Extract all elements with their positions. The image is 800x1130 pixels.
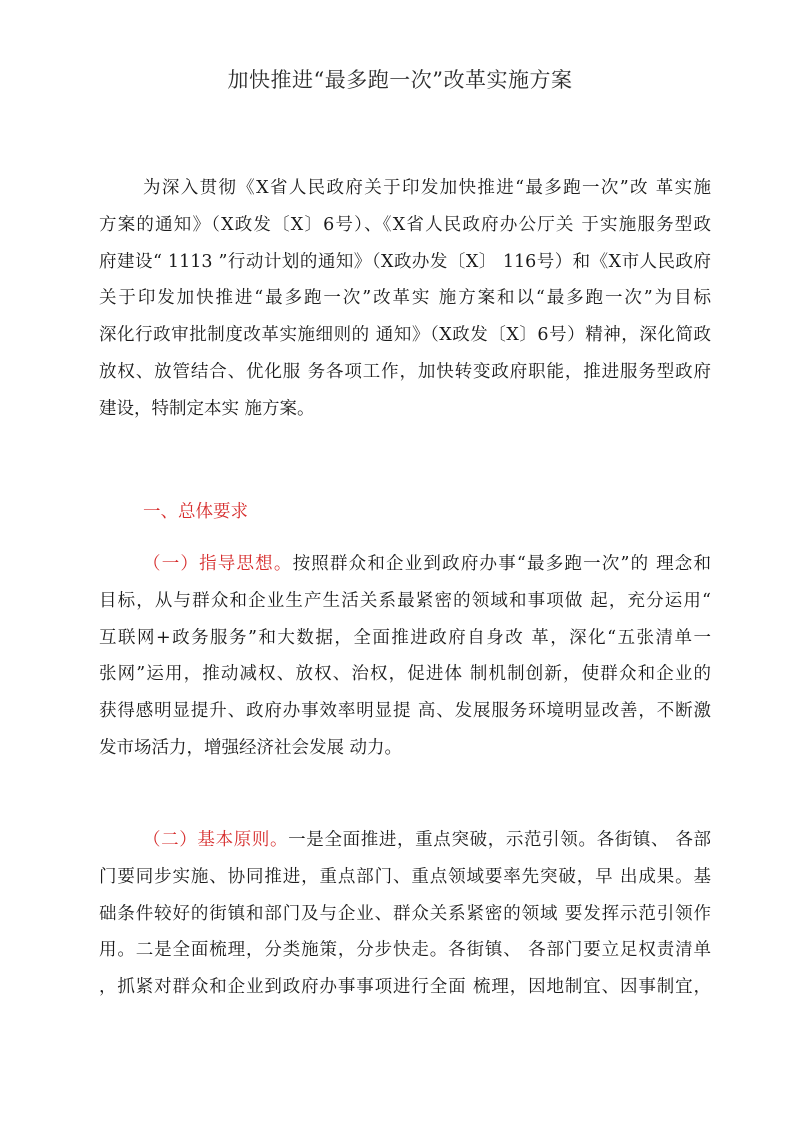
principles-line: 门要同步实施、协同推进，重点部门、重点领域要率先突破，早 出成果。基 (99, 866, 711, 887)
guiding-thought-label: （一）指导思想。 (143, 554, 293, 574)
principles-first-line-text: 一是全面推进，重点突破，示范引领。各街镇、 各部 (288, 830, 711, 850)
guiding-line: 张网”运用，推动减权、放权、治权，促进体 制机制创新，使群众和企业的 (99, 664, 711, 685)
guiding-first-line-text: 按照群众和企业到政府办事“最多跑一次”的 理念和 (292, 554, 711, 574)
guiding-line: 获得感明显提升、政府办事效率明显提 高、发展服务环境明显改善，不断激 (99, 701, 711, 722)
intro-paragraph (99, 170, 711, 428)
basic-principles-paragraph (99, 822, 711, 1006)
guiding-line: 互联网+政务服务”和大数据，全面推进政府自身改 革，深化“五张清单一 (99, 627, 711, 648)
guiding-thought-paragraph (99, 546, 711, 767)
basic-principles-label: （二）基本原则。 (143, 830, 289, 850)
intro-line: 放权、放管结合、优化服 务各项工作，加快转变政府职能，推进服务型政府 (99, 361, 711, 382)
intro-line: 为深入贯彻《X省人民政府关于印发加快推进“最多跑一次”改 革实施 (143, 178, 711, 198)
section-heading-overall-requirements: 一、总体要求 (143, 502, 248, 522)
guiding-line: 目标，从与群众和企业生产生活关系最紧密的领域和事项做 起，充分运用“ (99, 590, 711, 611)
intro-line: 建设，特制定本实 施方案。 (99, 398, 315, 419)
guiding-line: 发市场活力，增强经济社会发展 动力。 (99, 737, 403, 758)
intro-line: 深化行政审批制度改革实施细则的 通知》（X政发〔X〕6号）精神，深化简政 (99, 325, 711, 346)
intro-line: 方案的通知》（X政发〔X〕6号）、《X省人民政府办公厅关 于实施服务型政 (99, 214, 711, 235)
intro-line: 府建设“ 1113 ”行动计划的通知》（X政办发〔X〕 116号）和《X市人民政府 (99, 251, 711, 272)
intro-line: 关于印发加快推进“最多跑一次”改革实 施方案和以“最多跑一次”为目标 (99, 288, 711, 309)
principles-line: 用。二是全面梳理，分类施策，分步快走。各街镇、 各部门要立足权责清单 (99, 940, 711, 961)
document-title: 加快推进“最多跑一次”改革实施方案 (227, 68, 573, 92)
guiding-first-line (99, 546, 711, 583)
principles-line: ，抓紧对群众和企业到政府办事事项进行全面 梳理，因地制宜、因事制宜， (99, 977, 711, 998)
principles-first-line (99, 822, 711, 859)
principles-line: 础条件较好的街镇和部门及与企业、群众关系紧密的领域 要发挥示范引领作 (99, 903, 711, 924)
